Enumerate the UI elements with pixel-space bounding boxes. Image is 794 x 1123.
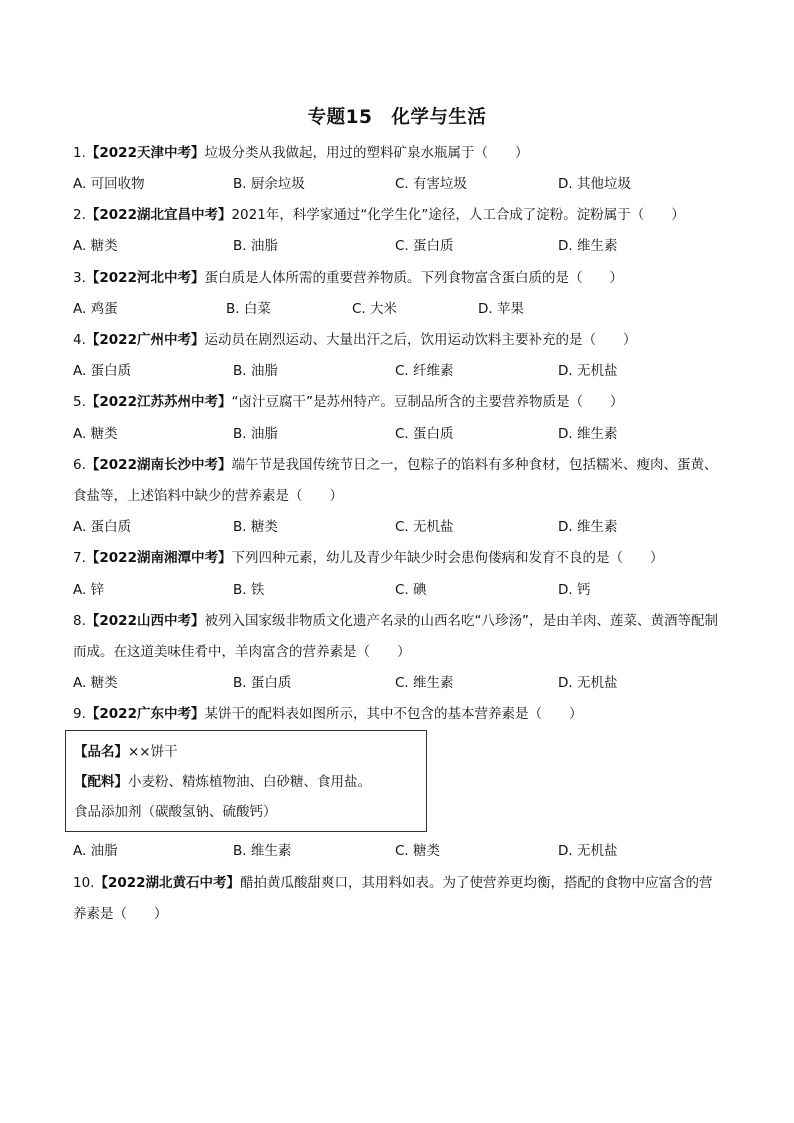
option-a: A. 可回收物 <box>73 176 145 192</box>
ingredients-value: 小麦粉、精炼植物油、白砂糖、食用盐。 <box>128 774 371 790</box>
option-b: B. 油脂 <box>233 363 278 379</box>
question-number: 7. <box>73 550 86 566</box>
option-d: D. 无机盐 <box>558 675 618 691</box>
option-d: D. 无机盐 <box>558 843 618 859</box>
additives-line: 食品添加剂（碳酸氢钠、硫酸钙） <box>74 804 277 820</box>
option-a: A. 锌 <box>73 582 105 598</box>
source-tag: 【2022湖南长沙中考】 <box>85 457 232 473</box>
question-stem: 下列四种元素，幼儿及青少年缺少时会患佝偻病和发育不良的是（ ） <box>231 550 664 566</box>
question-5 <box>73 392 623 412</box>
ingredients-line <box>74 772 371 792</box>
option-b: B. 白菜 <box>226 301 271 317</box>
question-number: 2. <box>73 207 86 223</box>
product-name-value: ××饼干 <box>128 744 178 760</box>
option-c: C. 大米 <box>352 301 398 317</box>
option-d: D. 维生素 <box>558 519 618 535</box>
option-b: B. 油脂 <box>233 426 278 442</box>
question-stem: 醋拍黄瓜酸甜爽口，其用料如表。为了使营养更均衡，搭配的食物中应富含的营 <box>240 875 713 891</box>
option-a: A. 蛋白质 <box>73 519 132 535</box>
option-a: A. 油脂 <box>73 843 118 859</box>
option-b: B. 油脂 <box>233 238 278 254</box>
question-8 <box>73 611 718 631</box>
option-b: B. 维生素 <box>233 843 292 859</box>
option-d: D. 无机盐 <box>558 363 618 379</box>
option-d: D. 维生素 <box>558 238 618 254</box>
question-stem: 某饼干的配料表如图所示，其中不包含的基本营养素是（ ） <box>204 706 583 722</box>
option-b: B. 蛋白质 <box>233 675 292 691</box>
question-number: 8. <box>73 613 86 629</box>
page-title: 专题15 化学与生活 <box>307 107 487 128</box>
option-b: B. 糖类 <box>233 519 278 535</box>
question-number: 3. <box>73 270 86 286</box>
question-stem: 端午节是我国传统节日之一，包粽子的馅料有多种食材，包括糯米、瘦肉、蛋黄、 <box>231 457 718 473</box>
question-stem: 垃圾分类从我做起，用过的塑料矿泉水瓶属于（ ） <box>204 145 529 161</box>
question-stem-continued: 养素是（ ） <box>73 906 168 922</box>
source-tag: 【2022江苏苏州中考】 <box>85 394 232 410</box>
source-tag: 【2022天津中考】 <box>85 145 205 161</box>
option-c: C. 有害垃圾 <box>395 176 468 192</box>
option-d: D. 维生素 <box>558 426 618 442</box>
question-1 <box>73 143 528 163</box>
question-number: 9. <box>73 706 86 722</box>
source-tag: 【2022湖南湘潭中考】 <box>85 550 232 566</box>
question-stem: “卤汁豆腐干”是苏州特产。豆制品所含的主要营养物质是（ ） <box>231 394 624 410</box>
ingredients-tag: 【配料】 <box>74 774 128 790</box>
option-b: B. 厨余垃圾 <box>233 176 305 192</box>
option-a: A. 糖类 <box>73 675 118 691</box>
question-number: 4. <box>73 332 86 348</box>
source-tag: 【2022广州中考】 <box>85 332 205 348</box>
option-a: A. 鸡蛋 <box>73 301 118 317</box>
option-c: C. 糖类 <box>395 843 441 859</box>
option-c: C. 碘 <box>395 582 427 598</box>
question-9 <box>73 704 582 724</box>
option-c: C. 纤维素 <box>395 363 454 379</box>
source-tag: 【2022湖北宜昌中考】 <box>85 207 232 223</box>
question-stem-continued: 食盐等，上述馅料中缺少的营养素是（ ） <box>73 488 343 504</box>
option-c: C. 蛋白质 <box>395 238 454 254</box>
question-10 <box>73 873 713 893</box>
question-3 <box>73 268 623 288</box>
question-stem-continued: 而成。在这道美味佳肴中，羊肉富含的营养素是（ ） <box>73 644 411 660</box>
product-name-line <box>74 742 178 762</box>
question-stem: 运动员在剧烈运动、大量出汗之后，饮用运动饮料主要补充的是（ ） <box>204 332 637 348</box>
option-d: D. 苹果 <box>478 301 524 317</box>
question-number: 6. <box>73 457 86 473</box>
option-a: A. 糖类 <box>73 238 118 254</box>
option-d: D. 钙 <box>558 582 591 598</box>
ingredient-label-box <box>65 730 427 832</box>
option-c: C. 无机盐 <box>395 519 454 535</box>
question-4 <box>73 330 636 350</box>
question-stem: 2021年，科学家通过“化学生化”途径，人工合成了淀粉。淀粉属于（ ） <box>231 207 685 223</box>
source-tag: 【2022山西中考】 <box>85 613 205 629</box>
source-tag: 【2022河北中考】 <box>85 270 205 286</box>
question-7 <box>73 548 663 568</box>
option-a: A. 糖类 <box>73 426 118 442</box>
question-number: 1. <box>73 145 86 161</box>
option-c: C. 维生素 <box>395 675 454 691</box>
option-a: A. 蛋白质 <box>73 363 132 379</box>
question-number: 10. <box>73 875 95 891</box>
source-tag: 【2022广东中考】 <box>85 706 205 722</box>
option-d: D. 其他垃圾 <box>558 176 631 192</box>
question-2 <box>73 205 685 225</box>
product-name-tag: 【品名】 <box>74 744 128 760</box>
option-b: B. 铁 <box>233 582 265 598</box>
source-tag: 【2022湖北黄石中考】 <box>94 875 241 891</box>
question-stem: 被列入国家级非物质文化遗产名录的山西名吃“八珍汤”，是由羊肉、莲菜、黄酒等配制 <box>204 613 718 629</box>
question-6 <box>73 455 717 475</box>
option-c: C. 蛋白质 <box>395 426 454 442</box>
question-stem: 蛋白质是人体所需的重要营养物质。下列食物富含蛋白质的是（ ） <box>204 270 623 286</box>
question-number: 5. <box>73 394 86 410</box>
